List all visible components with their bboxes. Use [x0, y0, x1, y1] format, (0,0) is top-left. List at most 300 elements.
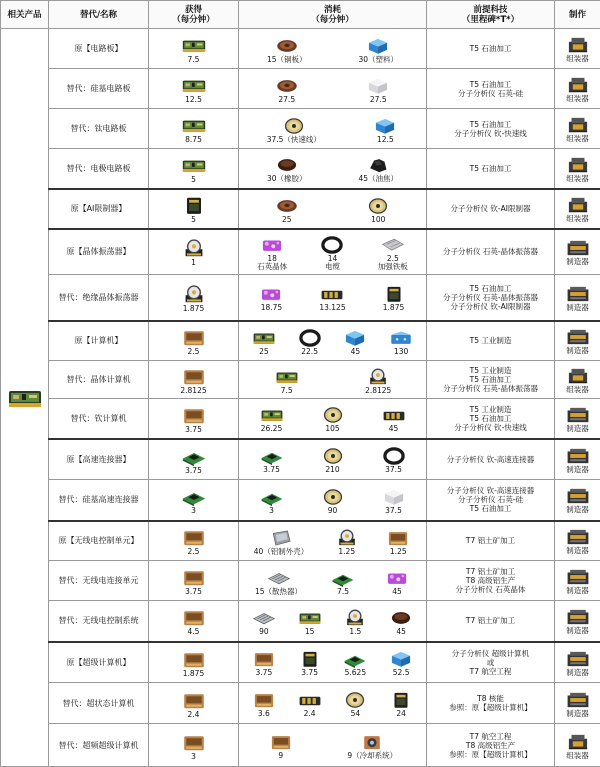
- maker-label: 组装器: [555, 386, 600, 394]
- consume-cell: [239, 601, 427, 642]
- recipe-row: [1, 683, 600, 724]
- consume-item: [297, 688, 323, 718]
- gain-value: 1.875: [183, 305, 204, 313]
- manufacturer-icon: [565, 238, 591, 258]
- consume-item: [334, 526, 360, 556]
- maker-label: 组装器: [555, 135, 600, 143]
- gain-value: 2.8125: [180, 387, 206, 395]
- manufacturer-icon: [565, 446, 591, 466]
- recipe-row: [1, 439, 600, 480]
- consume-value: 7.5: [330, 588, 356, 596]
- wire-spool-icon: [320, 446, 346, 466]
- assembler-icon: [565, 115, 591, 135]
- consume-value: 37.5: [381, 507, 407, 515]
- recipe-row: [1, 601, 600, 642]
- gain-value: 12.5: [185, 96, 202, 104]
- consume-item: [267, 153, 307, 183]
- consume-value: 45: [388, 628, 414, 636]
- oscillator-icon: [342, 608, 368, 628]
- wire-spool-icon: [281, 116, 307, 136]
- tech-requirement: T5 石油加工 分子分析仪 石英-晶体振荡器 分子分析仪 钦-AI限制器: [427, 275, 555, 321]
- consume-item: [388, 688, 414, 718]
- consume-item: [297, 326, 323, 356]
- recipe-row: [1, 561, 600, 601]
- circuit-board-icon: [5, 374, 45, 422]
- connector-icon: [180, 446, 208, 467]
- gain-value: 3.75: [185, 426, 202, 434]
- connector-icon: [330, 568, 356, 588]
- maker-cell: [555, 189, 600, 229]
- maker-cell: [555, 601, 600, 642]
- consume-value: 3: [259, 507, 285, 515]
- tech-requirement: T7 铝土矿加工: [427, 601, 555, 642]
- header-gain-sub: （每分钟）: [172, 15, 215, 25]
- maker-cell: [555, 361, 600, 399]
- consume-value: 100: [365, 216, 391, 224]
- maker-cell: [555, 275, 600, 321]
- circuit-icon: [180, 75, 208, 96]
- maker-label: 制造器: [555, 304, 600, 312]
- copper-sheet-icon: [274, 36, 300, 56]
- maker-label: 制造器: [555, 547, 600, 555]
- gain-value: 5: [191, 216, 196, 224]
- silica-icon: [381, 487, 407, 507]
- maker-label: 组装器: [555, 175, 600, 183]
- oscillator-icon: [180, 238, 208, 259]
- quartz-icon: [384, 568, 410, 588]
- maker-label: 制造器: [555, 506, 600, 514]
- gain-cell: [149, 361, 239, 399]
- gain-value: 7.5: [188, 56, 200, 64]
- cooling-icon: [359, 732, 385, 752]
- assembler-icon: [565, 195, 591, 215]
- consume-value: 45: [381, 425, 407, 433]
- consume-cell: [239, 321, 427, 361]
- consume-value: 30（塑料）: [358, 56, 398, 64]
- cable-icon: [319, 235, 345, 255]
- maker-cell: [555, 642, 600, 683]
- tech-requirement: 分子分析仪 钦-高速连接器 分子分析仪 石英-硅 T5 石油加工: [427, 480, 555, 521]
- maker-label: 制造器: [555, 466, 600, 474]
- recipe-rows: [1, 29, 600, 767]
- heat-sink-icon: [266, 568, 292, 588]
- maker-cell: [555, 439, 600, 480]
- consume-cell: [239, 189, 427, 229]
- oscillator-icon: [334, 528, 360, 548]
- plastic-icon: [372, 116, 398, 136]
- gain-value: 3.75: [185, 588, 202, 596]
- gain-value: 2.4: [188, 711, 200, 719]
- circuit-icon: [180, 115, 208, 136]
- circuit-icon: [180, 155, 208, 176]
- gain-cell: [149, 69, 239, 109]
- consume-value: 24: [388, 710, 414, 718]
- tech-requirement: T5 石油加工 分子分析仪 钦-快速线: [427, 109, 555, 149]
- consume-cell: [239, 521, 427, 561]
- gain-cell: [149, 521, 239, 561]
- recipe-name: 替代：电极电路板: [49, 149, 149, 189]
- tech-requirement: 分子分析仪 钦-高速连接器: [427, 439, 555, 480]
- tech-requirement: T5 工业制造 T5 石油加工 分子分析仪 钦-快速线: [427, 399, 555, 439]
- maker-label: 制造器: [555, 710, 600, 718]
- recipe-name: 原【AI限制器】: [49, 189, 149, 229]
- manufacturer-icon: [565, 527, 591, 547]
- consume-cell: [239, 149, 427, 189]
- wire-spool-icon: [342, 690, 368, 710]
- plate-icon: [380, 235, 406, 255]
- consume-cell: [239, 399, 427, 439]
- maker-label: 制造器: [555, 425, 600, 433]
- consume-value: 90: [320, 507, 346, 515]
- header-tech-title: 前提科技: [473, 5, 507, 15]
- consume-cell: [239, 229, 427, 275]
- tech-requirement: T7 铝土矿加工: [427, 521, 555, 561]
- recipe-row: [1, 189, 600, 229]
- connector-icon: [259, 487, 285, 507]
- consume-item: [297, 647, 323, 677]
- quartz-icon: [258, 284, 284, 304]
- consume-value: 15: [297, 628, 323, 636]
- rotor-icon: [319, 284, 345, 304]
- maker-label: 制造器: [555, 347, 600, 355]
- consume-item: [365, 194, 391, 224]
- recipe-row: [1, 399, 600, 439]
- consume-item: [358, 153, 398, 183]
- alu-casing-icon: [268, 528, 294, 548]
- recipe-row: [1, 480, 600, 521]
- consume-item: [251, 606, 277, 636]
- recipe-name: 替代：超状态计算机: [49, 683, 149, 724]
- maker-label: 组装器: [555, 215, 600, 223]
- recipe-name: 替代：钦计算机: [49, 399, 149, 439]
- plastic-icon: [365, 36, 391, 56]
- consume-item: [259, 485, 285, 515]
- header-make: 制作: [555, 1, 600, 29]
- tech-requirement: 分子分析仪 钦-AI限制器: [427, 189, 555, 229]
- consume-item: [268, 730, 294, 760]
- heat-sink-icon: [251, 608, 277, 628]
- header-consume-title: 消耗: [324, 5, 341, 15]
- consume-value: 3.75: [259, 466, 285, 474]
- gain-cell: [149, 275, 239, 321]
- consume-cell: [239, 561, 427, 601]
- manufacturer-icon: [565, 327, 591, 347]
- recipe-name: 替代：硅基高速连接器: [49, 480, 149, 521]
- recipe-row: [1, 361, 600, 399]
- consume-value: 22.5: [297, 348, 323, 356]
- gain-cell: [149, 439, 239, 480]
- recipe-row: [1, 29, 600, 69]
- consume-item: [259, 444, 285, 474]
- gain-cell: [149, 642, 239, 683]
- maker-label: 制造器: [555, 669, 600, 677]
- header-tech-sub: （里程碑*T*）: [462, 15, 519, 25]
- recipe-row: [1, 149, 600, 189]
- consume-item: [267, 114, 321, 144]
- consume-item: [384, 566, 410, 596]
- maker-cell: [555, 683, 600, 724]
- computer-icon: [251, 649, 277, 669]
- gain-cell: [149, 149, 239, 189]
- consume-cell: [239, 724, 427, 767]
- maker-cell: [555, 399, 600, 439]
- consume-value: 40（铝制外壳）: [254, 548, 309, 556]
- consume-item: [320, 485, 346, 515]
- assembler-icon: [565, 35, 591, 55]
- header-name: 替代/名称: [49, 1, 149, 29]
- cable-icon: [381, 446, 407, 466]
- consume-item: [381, 444, 407, 474]
- maker-label: 组装器: [555, 752, 600, 760]
- consume-item: [274, 365, 300, 395]
- consume-item: [259, 403, 285, 433]
- related-product-cell: [1, 29, 49, 767]
- maker-cell: [555, 109, 600, 149]
- recipe-name: 原【晶体振荡器】: [49, 229, 149, 275]
- quartz-icon: [259, 235, 285, 255]
- recipe-row: [1, 321, 600, 361]
- consume-item: [347, 730, 397, 760]
- consume-item: [358, 34, 398, 64]
- gain-value: 2.5: [188, 548, 200, 556]
- maker-cell: [555, 69, 600, 109]
- ai-limiter-icon: [388, 690, 414, 710]
- consume-item: [319, 282, 345, 312]
- consume-item: [251, 647, 277, 677]
- consume-value: 3.6: [251, 710, 277, 718]
- consume-cell: [239, 275, 427, 321]
- tech-requirement: 分子分析仪 超级计算机 或 T7 航空工程: [427, 642, 555, 683]
- manufacturer-icon: [565, 649, 591, 669]
- consume-value: 26.25: [259, 425, 285, 433]
- recipe-name: 替代：无线电控制系统: [49, 601, 149, 642]
- header-gain: [149, 1, 239, 29]
- consume-value: 5.625: [342, 669, 368, 677]
- wire-spool-icon: [365, 196, 391, 216]
- consume-value: 45: [384, 588, 410, 596]
- gain-value: 5: [191, 176, 196, 184]
- recipe-name: 替代：超频超级计算机: [49, 724, 149, 767]
- consume-cell: [239, 29, 427, 69]
- consume-value: 45（油焦）: [358, 175, 398, 183]
- copper-sheet-icon: [274, 76, 300, 96]
- header-consume-sub: （每分钟）: [311, 15, 354, 25]
- consume-item: [330, 566, 356, 596]
- consume-value: 210: [320, 466, 346, 474]
- ai-limiter-icon: [381, 284, 407, 304]
- consume-value: 52.5: [388, 669, 414, 677]
- wire-spool-icon: [320, 405, 346, 425]
- computer-icon: [385, 528, 411, 548]
- computer-icon: [180, 366, 208, 387]
- consume-value: 27.5: [274, 96, 300, 104]
- consume-item: [251, 688, 277, 718]
- assembler-icon: [565, 366, 591, 386]
- consume-value: 1.25: [385, 548, 411, 556]
- ai-limiter-icon: [180, 195, 208, 216]
- computer-icon: [180, 527, 208, 548]
- oscillator-icon: [365, 367, 391, 387]
- connector-icon: [259, 446, 285, 466]
- maker-cell: [555, 149, 600, 189]
- consume-value: 1.25: [334, 548, 360, 556]
- gain-cell: [149, 561, 239, 601]
- consume-cell: [239, 480, 427, 521]
- gain-cell: [149, 683, 239, 724]
- gain-value: 3: [191, 507, 196, 515]
- consume-value: 9（冷却系统）: [347, 752, 397, 760]
- gain-cell: [149, 321, 239, 361]
- consume-value: 9: [268, 752, 294, 760]
- header-gain-title: 获得: [185, 5, 202, 15]
- recipe-name: 替代：绝缘晶体振荡器: [49, 275, 149, 321]
- recipe-name: 原【电路板】: [49, 29, 149, 69]
- consume-value: 15（铜板）: [267, 56, 307, 64]
- plastic-icon: [342, 328, 368, 348]
- consume-item: [388, 606, 414, 636]
- recipe-row: [1, 229, 600, 275]
- manufacturer-icon: [565, 405, 591, 425]
- recipe-name: 替代：晶体计算机: [49, 361, 149, 399]
- consume-item: [319, 233, 345, 271]
- gain-cell: [149, 189, 239, 229]
- rotor-icon: [381, 405, 407, 425]
- consume-value: 14 电缆: [319, 255, 345, 271]
- recipe-name: 替代：硅基电路板: [49, 69, 149, 109]
- recipe-row: [1, 275, 600, 321]
- tech-requirement: T7 航空工程 T8 高级铝生产 参照：原【超级计算机】: [427, 724, 555, 767]
- gain-value: 1.875: [183, 670, 204, 678]
- plastic-icon: [388, 649, 414, 669]
- gain-cell: [149, 480, 239, 521]
- manufacturer-icon: [565, 486, 591, 506]
- consume-item: [251, 326, 277, 356]
- computer-icon: [180, 607, 208, 628]
- rubber-icon: [388, 608, 414, 628]
- recipe-row: [1, 109, 600, 149]
- screw-icon: [388, 328, 414, 348]
- consume-item: [320, 403, 346, 433]
- consume-item: [297, 606, 323, 636]
- header-tech: [427, 1, 555, 29]
- consume-item: [365, 365, 391, 395]
- coke-icon: [365, 155, 391, 175]
- consume-item: [388, 647, 414, 677]
- consume-value: 3.75: [297, 669, 323, 677]
- consume-value: 105: [320, 425, 346, 433]
- manufacturer-icon: [565, 690, 591, 710]
- computer-icon: [251, 690, 277, 710]
- consume-item: [255, 566, 302, 596]
- connector-icon: [180, 486, 208, 507]
- consume-item: [365, 74, 391, 104]
- copper-sheet-icon: [274, 196, 300, 216]
- tech-requirement: T7 铝土矿加工 T8 高级铝生产 分子分析仪 石英晶体: [427, 561, 555, 601]
- consume-value: 45: [342, 348, 368, 356]
- consume-value: 37.5（快速线）: [267, 136, 321, 144]
- recipe-row: [1, 642, 600, 683]
- consume-value: 18 石英晶体: [257, 255, 287, 271]
- maker-label: 组装器: [555, 95, 600, 103]
- recipe-row: [1, 521, 600, 561]
- manufacturer-icon: [565, 607, 591, 627]
- ai-limiter-icon: [297, 649, 323, 669]
- consume-item: [385, 526, 411, 556]
- assembler-icon: [565, 732, 591, 752]
- consume-value: 7.5: [274, 387, 300, 395]
- consume-item: [257, 233, 287, 271]
- consume-item: [381, 485, 407, 515]
- consume-item: [342, 647, 368, 677]
- recipe-name: 原【高速连接器】: [49, 439, 149, 480]
- maker-cell: [555, 521, 600, 561]
- gain-cell: [149, 399, 239, 439]
- computer-icon: [180, 649, 208, 670]
- circuit-icon: [259, 405, 285, 425]
- consume-value: 18.75: [258, 304, 284, 312]
- consume-value: 15（散热器）: [255, 588, 302, 596]
- consume-value: 130: [388, 348, 414, 356]
- consume-item: [342, 606, 368, 636]
- recipe-name: 替代：无线电连接单元: [49, 561, 149, 601]
- consume-cell: [239, 109, 427, 149]
- consume-value: 1.5: [342, 628, 368, 636]
- gain-value: 3.75: [185, 467, 202, 475]
- oscillator-icon: [180, 284, 208, 305]
- consume-value: 13.125: [319, 304, 345, 312]
- gain-cell: [149, 229, 239, 275]
- consume-value: 2.4: [297, 710, 323, 718]
- consume-value: 25: [251, 348, 277, 356]
- consume-value: 30（橡胶）: [267, 175, 307, 183]
- rubber-icon: [274, 155, 300, 175]
- maker-cell: [555, 480, 600, 521]
- consume-cell: [239, 683, 427, 724]
- maker-label: 组装器: [555, 55, 600, 63]
- consume-item: [378, 233, 408, 271]
- consume-cell: [239, 69, 427, 109]
- tech-requirement: T5 石油加工: [427, 149, 555, 189]
- gain-value: 2.5: [188, 348, 200, 356]
- wire-spool-icon: [320, 487, 346, 507]
- consume-item: [254, 526, 309, 556]
- gain-cell: [149, 724, 239, 767]
- gain-value: 3: [191, 753, 196, 761]
- maker-cell: [555, 561, 600, 601]
- consume-item: [274, 74, 300, 104]
- consume-item: [274, 194, 300, 224]
- gain-cell: [149, 601, 239, 642]
- consume-cell: [239, 439, 427, 480]
- maker-cell: [555, 29, 600, 69]
- circuit-icon: [297, 608, 323, 628]
- recipe-name: 原【超级计算机】: [49, 642, 149, 683]
- connector-icon: [342, 649, 368, 669]
- cable-icon: [297, 328, 323, 348]
- consume-item: [388, 326, 414, 356]
- consume-value: 25: [274, 216, 300, 224]
- manufacturer-icon: [565, 284, 591, 304]
- tech-requirement: T5 石油加工 分子分析仪 石英-硅: [427, 69, 555, 109]
- consume-item: [342, 326, 368, 356]
- maker-cell: [555, 229, 600, 275]
- silica-icon: [365, 76, 391, 96]
- consume-value: 54: [342, 710, 368, 718]
- circuit-icon: [180, 35, 208, 56]
- recipe-name: 替代：钛电路板: [49, 109, 149, 149]
- rotor-icon: [297, 690, 323, 710]
- maker-cell: [555, 724, 600, 767]
